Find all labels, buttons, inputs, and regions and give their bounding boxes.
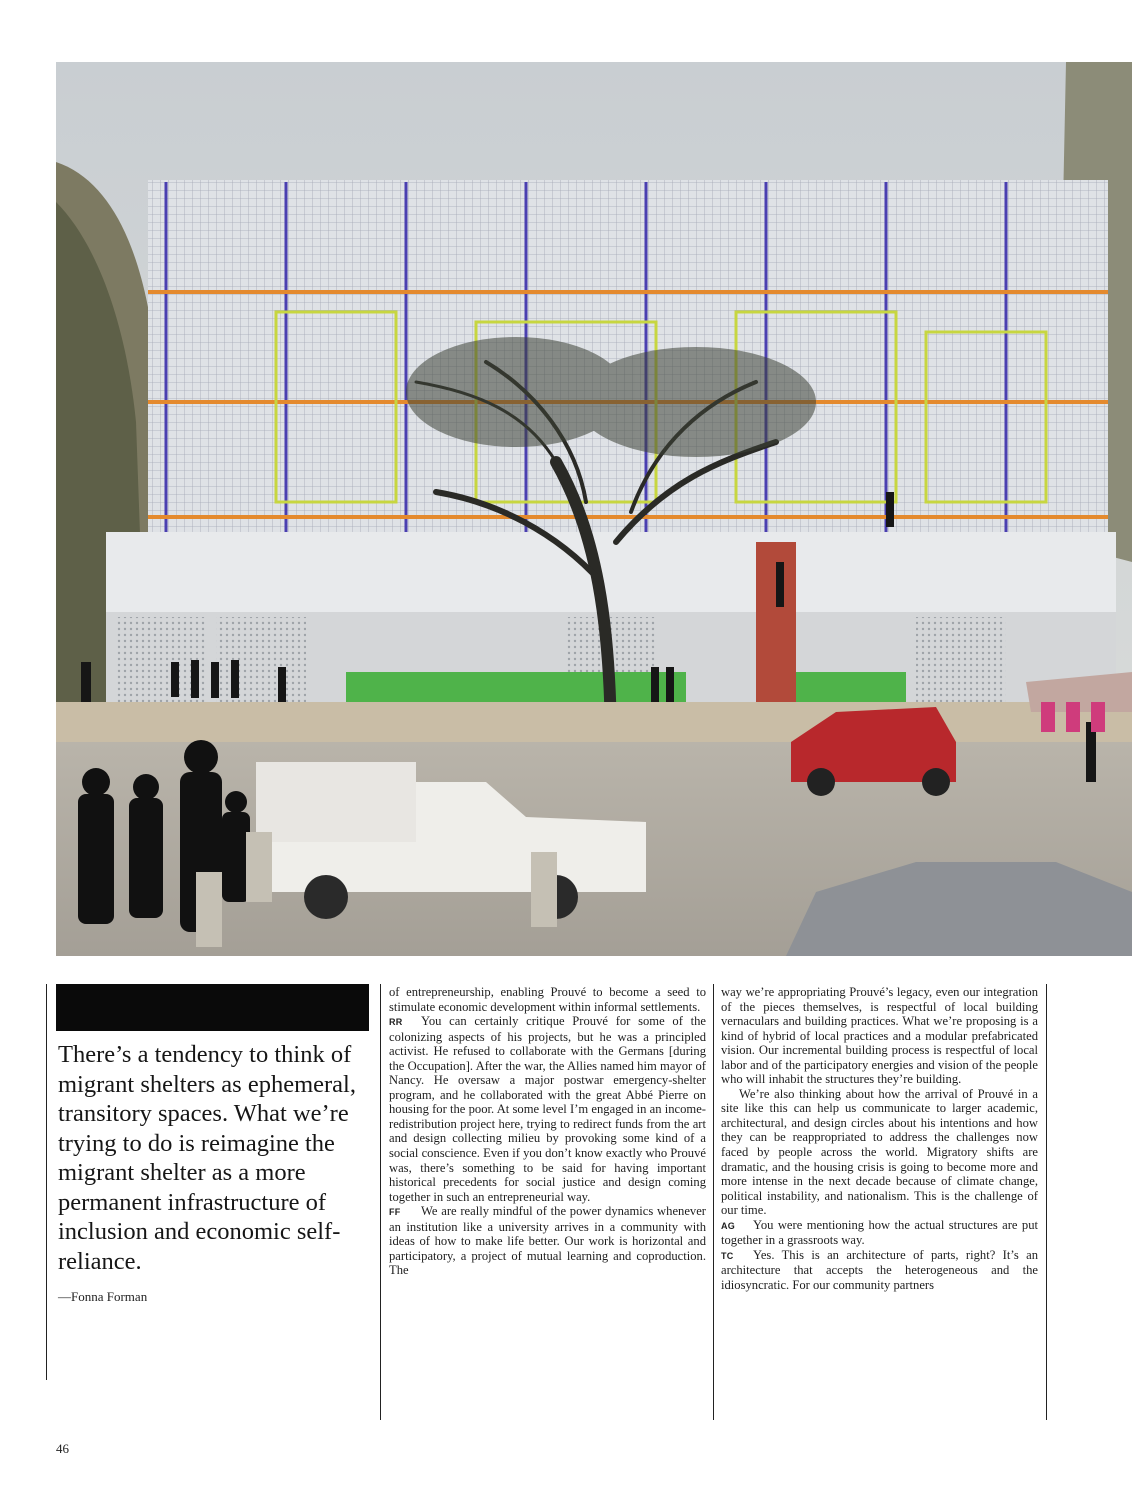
- paragraph-text: You were mentioning how the actual structures are put together in a grassroots way.: [721, 1217, 1038, 1248]
- article-column-1: [389, 985, 706, 1278]
- quote-attribution: —Fonna Forman: [58, 1289, 148, 1304]
- speaker-initials: AG: [721, 1220, 735, 1231]
- speaker-initials: TC: [721, 1250, 734, 1261]
- rendering-illustration: [56, 62, 1132, 956]
- architectural-rendering-photo: [56, 62, 1132, 956]
- paragraph: [389, 1014, 706, 1204]
- paragraph: We’re also thinking about how the arrival of Prouvé in a site like this can help us communicate to larger academic, architectural, and design circles about his intentions and how they can be reappropriated to address the challenges now faced by people across the world. Migratory shifts are dramatic, and the housing crisis is going to become more and more intense in the next decade because of climate change, political instability, and nationalism. This is the challenge of our time.: [721, 1086, 1038, 1218]
- column-rule-left: [46, 984, 47, 1380]
- paragraph: [389, 1204, 706, 1278]
- page-number: 46: [56, 1441, 69, 1456]
- paragraph: [721, 1218, 1038, 1248]
- column-rule-middle-left: [380, 984, 381, 1420]
- article-column-2: [721, 985, 1038, 1292]
- speaker-initials: FF: [389, 1207, 401, 1218]
- quote-header-bar: [56, 984, 369, 1031]
- paragraph: of entrepreneurship, enabling Prouvé to become a seed to stimulate economic development within informal settlements.: [389, 985, 706, 1014]
- paragraph-text: We are really mindful of the power dynamics whenever an institution like a university arrives in a community with ideas of how to make life better. Our work is horizontal and participatory, a project of mutual learning and coproduction. The: [389, 1204, 706, 1278]
- paragraph: [721, 1248, 1038, 1293]
- paragraph-text: You can certainly critique Prouvé for some of the colonizing aspects of his projects, but he was a principled activist. He refused to collaborate with the Germans [during the Occupation]. After the war, the Allies named him mayor of Nancy. He oversaw a major postwar emergency-shelter program, and he collaborated with the great Abbé Pierre on housing for the poor. At some level I’m engaged in an income-redistribution project here, trying to redirect funds from the art and design collecting milieu by provoking some kind of a social conscience. Even if you don’t know exactly who Prouvé was, there’s something to be said for having important historical precedents for social justice and design coming together in such an entrepreneurial way.: [389, 1014, 706, 1204]
- pull-quote: There’s a tendency to think of migrant shelters as ephemeral, transitory spaces. What we’re trying to do is reimagine the migrant shelter as a more permanent infrastructure of inclusion and economic self-reliance.: [58, 1041, 356, 1275]
- speaker-initials: RR: [389, 1017, 403, 1028]
- column-rule-middle-right: [713, 984, 714, 1420]
- paragraph: way we’re appropriating Prouvé’s legacy, even our integration of the pieces themselves, is respectful of local building vernaculars and building practices. What we’re proposing is a kind of hybrid of local practices and a modular prefabricated vision. Our incremental building process is respectful of local labor and of the participatory energies and vision of the people who will inhabit the structures they’re building.: [721, 985, 1038, 1087]
- paragraph-text: Yes. This is an architecture of parts, right? It’s an architecture that accepts the heterogeneous and the idiosyncratic. For our community partners: [721, 1247, 1038, 1292]
- column-rule-right: [1046, 984, 1047, 1420]
